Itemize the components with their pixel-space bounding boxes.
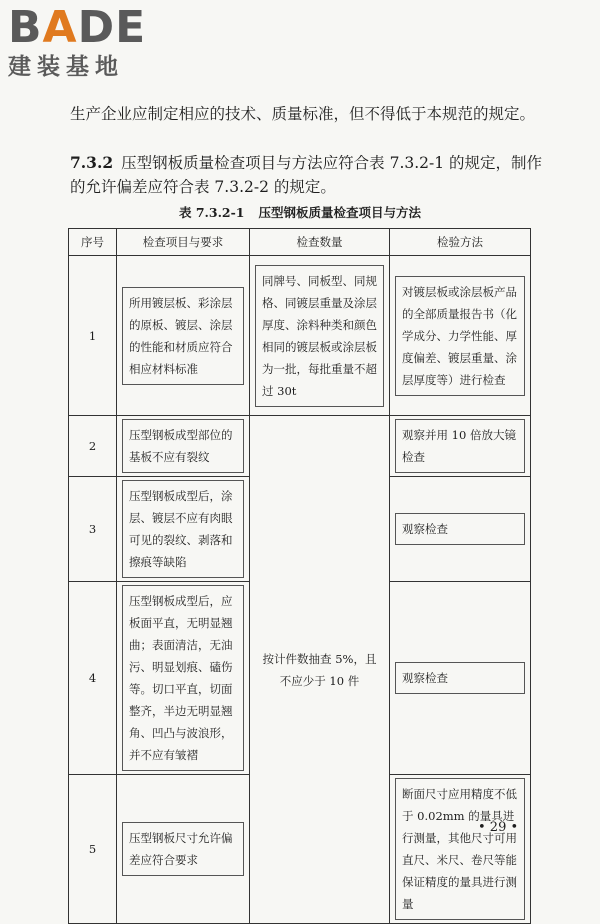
row-item: 压型钢板成型部位的基板不应有裂纹 (122, 419, 244, 473)
table-row (69, 416, 531, 477)
header-seq: 序号 (69, 229, 117, 256)
row-quantity: 按计件数抽查 5%，且不应少于 10 件 (262, 651, 377, 688)
row-seq: 2 (69, 416, 117, 477)
row-item: 压型钢板成型后，应板面平直，无明显翘曲；表面清洁，无油污、明显划痕、磕伤等。切口平直，切面整齐，半边无明显翘角、凹凸与波浪形，并不应有皱褶 (122, 585, 244, 771)
row-seq: 1 (69, 256, 117, 416)
row-method-cell (390, 582, 531, 775)
row-item-cell (117, 582, 250, 775)
row-item: 压型钢板成型后，涂层、镀层不应有肉眼可见的裂纹、剥落和擦痕等缺陷 (122, 480, 244, 578)
row-quantity-cell (250, 256, 390, 416)
table-caption-number: 表 7.3.2-1 (178, 205, 245, 220)
section-text: 压型钢板质量检查项目与方法应符合表 7.3.2-1 的规定，制作的允许偏差应符合表 7.3.2-2 的规定。 (70, 154, 543, 196)
table-caption-title: 压型钢板质量检查项目与方法 (258, 205, 422, 220)
inspection-table (68, 228, 531, 924)
row-item: 压型钢板尺寸允许偏差应符合要求 (122, 822, 244, 876)
page-number: • 29 • (478, 820, 519, 835)
intro-paragraph: 生产企业应制定相应的技术、质量标准，但不得低于本规范的规定。 (70, 105, 536, 123)
logo-wordmark: BADE (8, 2, 147, 53)
section-paragraph (70, 151, 550, 199)
row-item-cell (117, 775, 250, 924)
row-method: 观察检查 (395, 662, 525, 694)
row-seq: 5 (69, 775, 117, 924)
logo-subtitle: 建装基地 (8, 54, 124, 80)
row-item-cell (117, 416, 250, 477)
row-seq: 3 (69, 477, 117, 582)
row-method-cell (390, 477, 531, 582)
row-seq: 4 (69, 582, 117, 775)
header-quantity: 检查数量 (250, 229, 390, 256)
row-method: 对镀层板或涂层板产品的全部质量报告书（化学成分、力学性能、厚度偏差、镀层重量、涂层厚度等）进行检查 (395, 276, 525, 396)
row-method: 断面尺寸应用精度不低于 0.02mm 的量具进行测量，其他尺寸可用直尺、米尺、卷尺等能保证精度的量具进行测量 (395, 778, 525, 920)
table-caption (0, 203, 600, 221)
row-item: 所用镀层板、彩涂层的原板、镀层、涂层的性能和材质应符合相应材料标准 (122, 287, 244, 385)
table-row (69, 256, 531, 416)
row-method-cell (390, 775, 531, 924)
row-method: 观察检查 (395, 513, 525, 545)
row-quantity: 同牌号、同板型、同规格、同镀层重量及涂层厚度、涂料种类和颜色相同的镀层板或涂层板为一批，每批重量不超过 30t (255, 265, 384, 407)
section-number: 7.3.2 (70, 153, 114, 172)
row-method: 观察并用 10 倍放大镜检查 (395, 419, 525, 473)
table-header-row (69, 229, 531, 256)
row-method-cell (390, 256, 531, 416)
header-method: 检验方法 (390, 229, 531, 256)
row-item-cell (117, 477, 250, 582)
row-item-cell (117, 256, 250, 416)
row-method-cell (390, 416, 531, 477)
quantity-merged-cell (250, 416, 390, 924)
bade-logo (8, 2, 178, 86)
header-item: 检查项目与要求 (117, 229, 250, 256)
